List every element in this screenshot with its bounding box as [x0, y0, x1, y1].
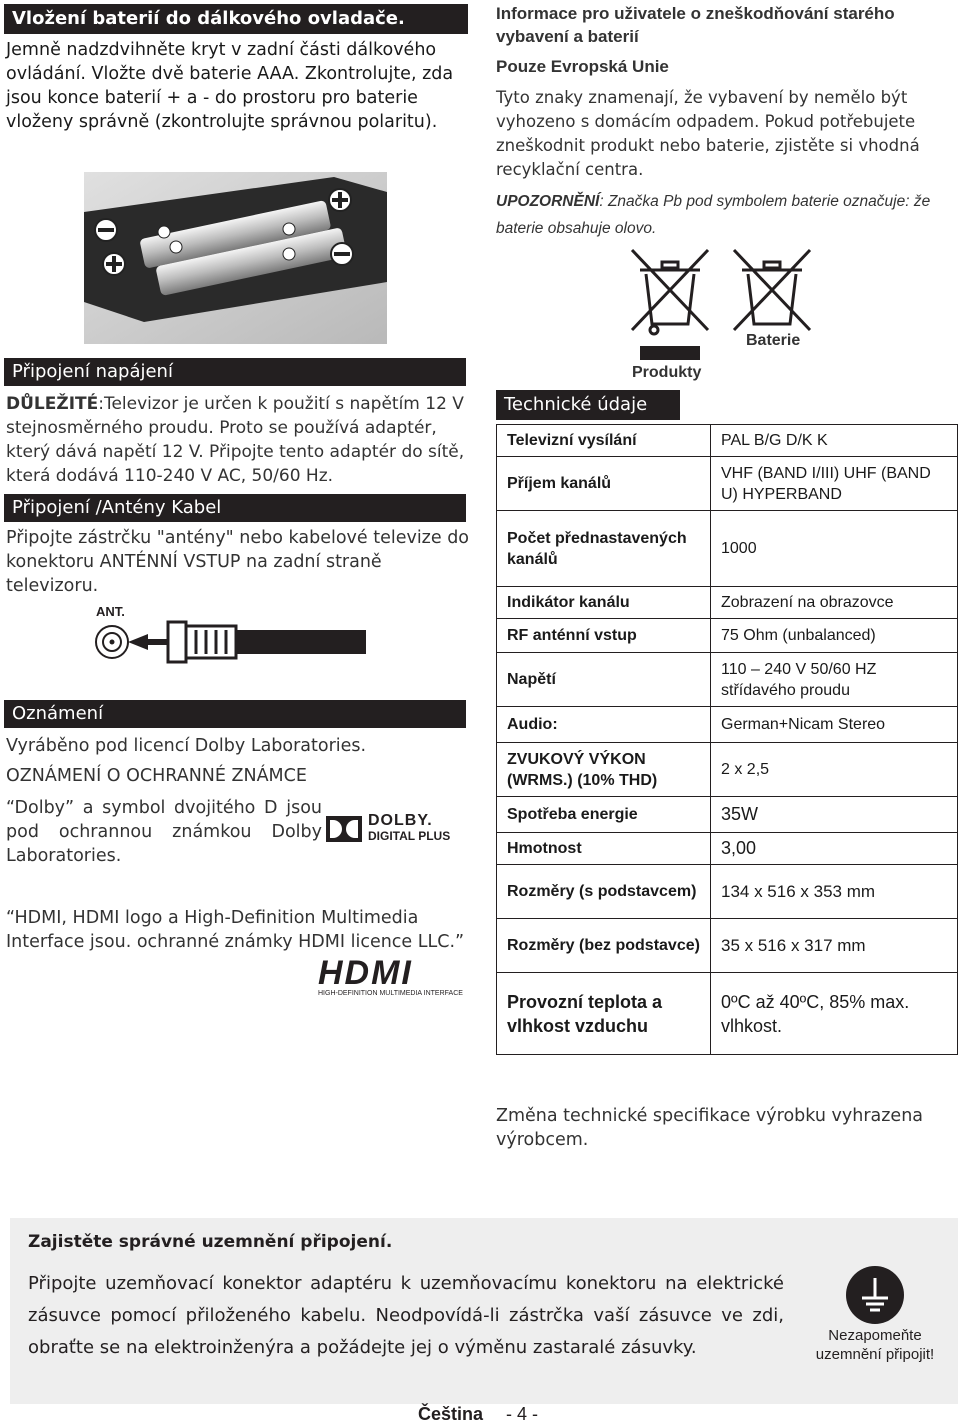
table-row: ZVUKOVÝ VÝKON (WRMS.) (10% THD) 2 x 2,5 [497, 743, 958, 797]
warning-text: : Značka Pb pod symbolem baterie označuje: že baterie obsahuje olovo. [496, 193, 931, 237]
table-row: Příjem kanálů VHF (BAND I/III) UHF (BAND U) HYPERBAND [497, 457, 958, 511]
antenna-text: Připojte zástrčku "antény" nebo kabelové televize do konektoru ANTÉNNÍ VSTUP na zadní straně televizoru. [6, 528, 470, 596]
disposal-title: Informace pro uživatele o zneškodňování starého vybavení a baterií [496, 4, 895, 46]
disposal-warning [496, 188, 958, 242]
table-row: Rozměry (bez podstavce) 35 x 516 x 317 mm [497, 919, 958, 973]
grounding-badge-text: Nezapomeňte uzemnění připojit! [815, 1327, 935, 1363]
notice-section-title: Oznámení [4, 700, 466, 728]
hdmi-logo: HDMI HIGH-DEFINITION MULTIMEDIA INTERFACE [318, 954, 463, 997]
specs-change-note: Změna technické specifikace výrobku vyhrazena výrobcem. [496, 1106, 924, 1150]
battery-compartment-image [84, 172, 387, 344]
ground-icon [846, 1266, 904, 1324]
footer-language: Čeština [418, 1404, 484, 1424]
important-label: DŮLEŽITÉ [6, 394, 99, 414]
notice-license: Vyráběno pod licencí Dolby Laboratories. [6, 736, 367, 756]
disposal-subtitle: Pouze Evropská Unie [496, 57, 669, 76]
weee-product-icon [630, 242, 710, 362]
ant-label: ANT. [96, 604, 125, 619]
table-row: Provozní teplota a vlhkost vzduchu 0ºC až 40ºC, 85% max. vlhkost. [497, 973, 958, 1055]
label-batteries: Baterie [746, 332, 801, 349]
specs-section-title: Technické údaje [496, 390, 680, 420]
power-text: DŮLEŽITÉ:Televizor je určen k použití s napětím 12 V stejnosměrného proudu. Proto se používá adaptér, který dává napětí 12 V. Připojte tento adaptér do sítě, která dodává 110-240 V AC, 50/60 Hz. [6, 394, 465, 486]
table-row: RF anténní vstup 75 Ohm (unbalanced) [497, 619, 958, 653]
specs-table [496, 424, 958, 1055]
antenna-section-title: Připojení /Antény Kabel [4, 494, 466, 522]
warning-label: UPOZORNĚNÍ [496, 193, 600, 210]
table-row: Spotřeba energie 35W [497, 797, 958, 833]
grounding-title: Zajistěte správné uzemnění připojení. [28, 1232, 393, 1252]
disposal-text: Tyto znaky znamenají, že vybavení by nemělo být vyhozeno s domácím odpadem. Pokud potřebujete zneškodnit produkt nebo baterie, zjistěte si vhodná recyklační centra. [496, 88, 920, 179]
battery-instructions: Jemně nadzdvihněte kryt v zadní části dálkového ovládání. Vložte dvě baterie AAA. Zkontrolujte, zda jsou konce baterií + a - do prostoru pro baterie vloženy správně (zkontrolujte správnou polaritu). [6, 40, 454, 132]
table-row: Indikátor kanálu Zobrazení na obrazovce [497, 587, 958, 619]
antenna-connector-image [88, 600, 378, 680]
label-products: Produkty [632, 364, 702, 381]
notice-trademark-title: OZNÁMENÍ O OCHRANNÉ ZNÁMCE [6, 766, 307, 786]
table-row: Audio: German+Nicam Stereo [497, 707, 958, 743]
hdmi-trademark-text: “HDMI, HDMI logo a High-Definition Multimedia Interface jsou. ochranné známky HDMI licence LLC.” [6, 908, 465, 952]
page-number: - 4 - [506, 1404, 539, 1424]
table-row: Napětí 110 – 240 V 50/60 HZ střídavého proudu [497, 653, 958, 707]
dolby-logo: DOLBY. DIGITAL PLUS [326, 812, 466, 846]
grounding-text: Připojte uzemňovací konektor adaptéru k uzemňovacímu konektoru na elektrické zásuvce pomocí přiloženého kabelu. Neodpovídá-li zástrčka vaší zásuvce ve zdi, obraťte se na elektroinženýra a požádejte jej o výměnu zastaralé zásuvky. [28, 1273, 784, 1358]
dolby-trademark-text: “Dolby” a symbol dvojitého D jsou pod ochrannou známkou Dolby Laboratories. [6, 798, 322, 866]
table-row: Rozměry (s podstavcem) 134 x 516 x 353 mm [497, 865, 958, 919]
table-row: Televizní vysílání PAL B/G D/K K [497, 425, 958, 457]
power-section-title: Připojení napájení [4, 358, 466, 386]
battery-section-title: Vložení baterií do dálkového ovladače. [4, 4, 468, 34]
table-row: Hmotnost 3,00 [497, 833, 958, 865]
grounding-box [10, 1218, 958, 1404]
table-row: Počet přednastavených kanálů 1000 [497, 511, 958, 587]
weee-battery-icon [732, 242, 812, 332]
